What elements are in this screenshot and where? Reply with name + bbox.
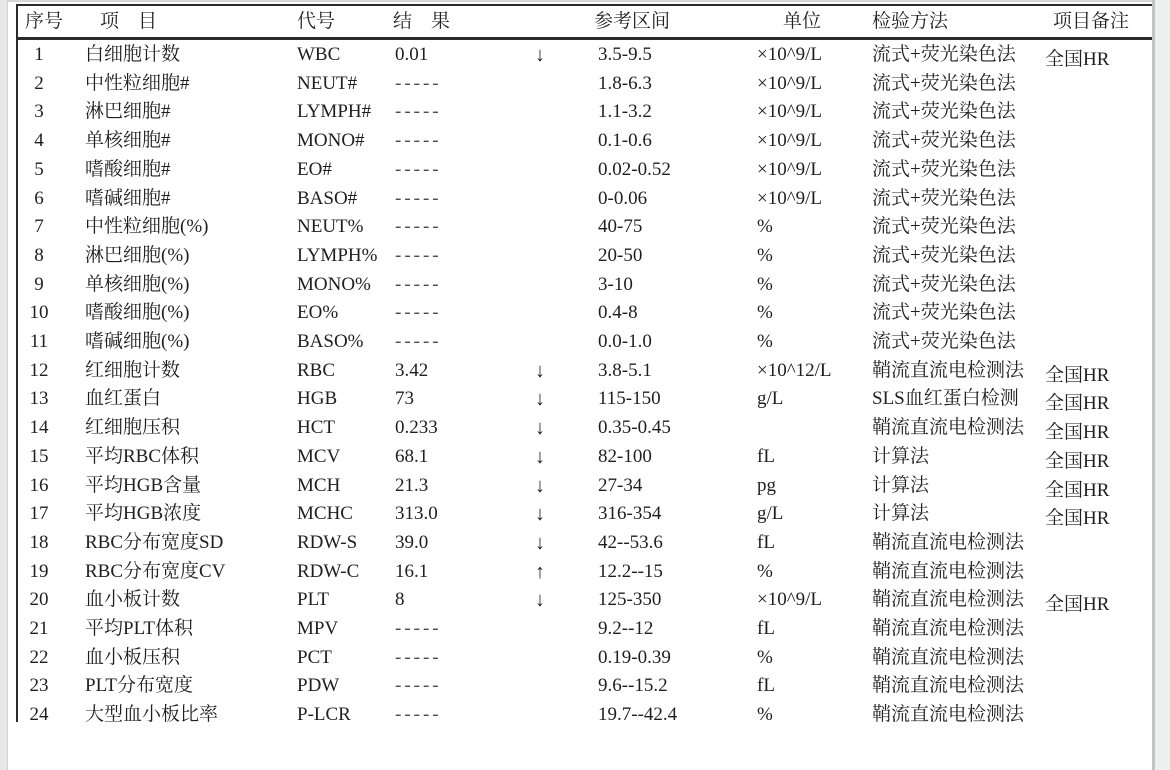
- row-code: LYMPH%: [297, 244, 378, 266]
- row-reference-range: 125-350: [598, 589, 662, 611]
- row-flag-arrow-icon: ↓: [535, 359, 545, 382]
- row-method: 计算法: [872, 474, 930, 496]
- row-reference-range: 115-150: [598, 388, 661, 410]
- table-row: [0, 385, 1170, 414]
- table-row: [0, 529, 1170, 558]
- row-remark: 全国HR: [1045, 49, 1110, 70]
- row-seq: 3: [34, 101, 44, 123]
- row-flag-arrow-icon: ↓: [535, 44, 545, 66]
- table-row: [0, 701, 1170, 730]
- row-reference-range: 0.19-0.39: [598, 646, 671, 668]
- row-method: 流式+荧光染色法: [872, 130, 1016, 152]
- row-reference-range: 0.02-0.52: [598, 158, 671, 180]
- row-method: 流式+荧光染色法: [872, 244, 1016, 266]
- row-result: 21.3: [395, 474, 429, 496]
- row-code: BASO#: [297, 187, 358, 209]
- row-flag-arrow-icon: ↓: [535, 531, 545, 554]
- row-method: 流式+荧光染色法: [872, 216, 1016, 238]
- row-unit: %: [757, 560, 773, 582]
- row-method: 鞘流直流电检测法: [872, 704, 1025, 726]
- row-seq: 7: [34, 216, 44, 238]
- row-result: -----: [395, 302, 442, 324]
- row-code: RDW-S: [297, 531, 358, 553]
- row-seq: 12: [29, 359, 49, 381]
- table-body: [0, 41, 1170, 730]
- row-item-name: 单核细胞#: [85, 130, 171, 152]
- row-remark: 全国HR: [1045, 508, 1110, 530]
- table-row: [0, 185, 1170, 214]
- row-result: -----: [395, 187, 442, 209]
- row-unit: ×10^9/L: [757, 589, 823, 611]
- row-seq: 23: [29, 675, 49, 697]
- row-method: 鞘流直流电检测法: [872, 359, 1025, 381]
- row-unit: %: [757, 244, 773, 266]
- row-seq: 24: [29, 704, 49, 726]
- table-row: [0, 672, 1170, 701]
- row-seq: 4: [34, 130, 44, 152]
- row-item-name: 平均HGB含量: [85, 474, 202, 496]
- row-result: 73: [395, 388, 414, 410]
- row-result: 39.0: [395, 531, 429, 553]
- row-seq: 15: [29, 445, 49, 467]
- row-reference-range: 42--53.6: [598, 531, 663, 553]
- row-reference-range: 27-34: [598, 474, 643, 496]
- row-flag-arrow-icon: ↓: [535, 589, 545, 612]
- row-unit: fL: [757, 618, 775, 640]
- table-row: [0, 357, 1170, 386]
- row-seq: 5: [34, 158, 44, 180]
- row-code: RDW-C: [297, 560, 360, 582]
- row-result: -----: [395, 130, 442, 152]
- row-item-name: 血小板计数: [85, 589, 181, 611]
- row-remark: 全国HR: [1045, 393, 1110, 415]
- row-seq: 11: [29, 331, 49, 353]
- table-row: [0, 414, 1170, 443]
- row-reference-range: 3.5-9.5: [598, 44, 652, 65]
- row-seq: 21: [29, 618, 49, 640]
- row-result: 0.233: [395, 417, 438, 439]
- row-unit: ×10^9/L: [757, 101, 823, 123]
- row-code: EO%: [297, 302, 339, 324]
- table-row: [0, 213, 1170, 242]
- row-result: 3.42: [395, 359, 429, 381]
- row-reference-range: 0.0-1.0: [598, 331, 652, 353]
- row-item-name: 中性粒细胞(%): [85, 216, 209, 238]
- row-reference-range: 0.35-0.45: [598, 417, 671, 439]
- row-method: 鞘流直流电检测法: [872, 646, 1025, 668]
- row-flag-arrow-icon: ↑: [535, 560, 545, 583]
- row-item-name: 红细胞计数: [85, 359, 181, 381]
- row-item-name: 平均HGB浓度: [85, 503, 202, 525]
- row-seq: 14: [29, 417, 49, 439]
- table-row: [0, 242, 1170, 271]
- row-remark: 全国HR: [1045, 479, 1110, 501]
- header-seq: 序号: [25, 11, 64, 32]
- row-result: -----: [395, 704, 442, 726]
- row-reference-range: 316-354: [598, 503, 662, 525]
- row-unit: pg: [757, 474, 776, 496]
- header-reference: 参考区间: [594, 11, 671, 32]
- row-method: 流式+荧光染色法: [872, 187, 1016, 209]
- row-flag-arrow-icon: ↓: [535, 388, 545, 411]
- row-method: 鞘流直流电检测法: [872, 675, 1025, 697]
- row-unit: %: [757, 302, 773, 324]
- table-row: [0, 98, 1170, 127]
- table-row: [0, 70, 1170, 99]
- row-result: -----: [395, 331, 442, 353]
- row-unit: %: [757, 331, 773, 353]
- row-method: 鞘流直流电检测法: [872, 618, 1025, 640]
- row-result: -----: [395, 273, 442, 295]
- row-code: HGB: [297, 388, 338, 410]
- row-item-name: 嗜酸细胞(%): [85, 302, 190, 324]
- row-item-name: 平均RBC体积: [85, 445, 200, 467]
- row-result: -----: [395, 158, 442, 180]
- row-code: BASO%: [297, 331, 364, 353]
- row-reference-range: 40-75: [598, 216, 643, 238]
- row-item-name: 血小板压积: [85, 646, 181, 668]
- row-code: MCH: [297, 474, 341, 496]
- table-row: [0, 328, 1170, 357]
- row-method: 鞘流直流电检测法: [872, 560, 1025, 582]
- table-row: [0, 472, 1170, 501]
- row-item-name: 淋巴细胞(%): [85, 244, 190, 266]
- row-seq: 18: [29, 531, 49, 553]
- row-remark: 全国HR: [1045, 450, 1110, 472]
- row-result: -----: [395, 101, 442, 123]
- row-item-name: 嗜碱细胞#: [85, 187, 171, 209]
- row-method: 流式+荧光染色法: [872, 331, 1016, 353]
- row-seq: 8: [34, 244, 44, 266]
- row-code: MPV: [297, 618, 339, 640]
- row-code: MCHC: [297, 503, 353, 525]
- table-row: [0, 41, 1170, 70]
- row-code: EO#: [297, 158, 332, 180]
- row-item-name: 嗜酸细胞#: [85, 158, 171, 180]
- row-unit: ×10^9/L: [757, 44, 823, 65]
- row-result: 16.1: [395, 560, 429, 582]
- row-reference-range: 82-100: [598, 445, 652, 467]
- row-unit: fL: [757, 531, 775, 553]
- table-row: [0, 443, 1170, 472]
- table-header: [0, 6, 1170, 37]
- row-item-name: 单核细胞(%): [85, 273, 190, 295]
- row-unit: g/L: [757, 503, 784, 525]
- row-result: -----: [395, 675, 442, 697]
- row-method: SLS血红蛋白检测: [872, 388, 1019, 410]
- row-reference-range: 1.1-3.2: [598, 101, 652, 123]
- row-remark: 全国HR: [1045, 364, 1110, 386]
- table-row: [0, 299, 1170, 328]
- row-flag-arrow-icon: ↓: [535, 445, 545, 468]
- row-method: 流式+荧光染色法: [872, 302, 1016, 324]
- table-row: [0, 127, 1170, 156]
- row-unit: fL: [757, 675, 775, 697]
- header-method: 检验方法: [872, 11, 949, 32]
- row-item-name: RBC分布宽度CV: [85, 560, 226, 582]
- row-result: 8: [395, 589, 405, 611]
- row-item-name: 中性粒细胞#: [85, 72, 190, 94]
- row-result: 68.1: [395, 445, 429, 467]
- row-item-name: PLT分布宽度: [85, 675, 194, 697]
- table-row: [0, 644, 1170, 673]
- row-code: RBC: [297, 359, 336, 381]
- row-unit: g/L: [757, 388, 784, 410]
- row-seq: 16: [29, 474, 49, 496]
- header-code: 代号: [297, 11, 336, 32]
- row-reference-range: 9.6--15.2: [598, 675, 668, 697]
- row-seq: 10: [29, 302, 49, 324]
- row-unit: ×10^9/L: [757, 130, 823, 152]
- row-unit: %: [757, 704, 773, 726]
- table-row: [0, 558, 1170, 587]
- row-seq: 22: [29, 646, 49, 668]
- row-code: HCT: [297, 417, 335, 439]
- row-reference-range: 3.8-5.1: [598, 359, 652, 381]
- row-unit: ×10^9/L: [757, 72, 823, 94]
- row-item-name: 血红蛋白: [85, 388, 162, 410]
- row-unit: %: [757, 216, 773, 238]
- row-item-name: 红细胞压积: [85, 417, 181, 439]
- row-flag-arrow-icon: ↓: [535, 503, 545, 526]
- header-remark: 项目备注: [1053, 11, 1130, 32]
- row-reference-range: 0-0.06: [598, 187, 648, 209]
- row-unit: %: [757, 646, 773, 668]
- row-code: NEUT#: [297, 72, 358, 94]
- row-code: P-LCR: [297, 704, 351, 726]
- row-result: -----: [395, 72, 442, 94]
- row-method: 流式+荧光染色法: [872, 273, 1016, 295]
- header-item: 项 目: [100, 11, 158, 32]
- row-seq: 1: [34, 44, 44, 65]
- row-reference-range: 1.8-6.3: [598, 72, 652, 94]
- row-result: -----: [395, 646, 442, 668]
- row-reference-range: 0.4-8: [598, 302, 638, 324]
- row-item-name: 白细胞计数: [85, 44, 181, 65]
- table-row: [0, 586, 1170, 615]
- row-code: PCT: [297, 646, 332, 668]
- row-result: -----: [395, 216, 442, 238]
- row-seq: 17: [29, 503, 49, 525]
- row-seq: 13: [29, 388, 49, 410]
- row-unit: ×10^9/L: [757, 158, 823, 180]
- row-result: -----: [395, 618, 442, 640]
- row-item-name: 嗜碱细胞(%): [85, 331, 190, 353]
- row-seq: 6: [34, 187, 44, 209]
- row-flag-arrow-icon: ↓: [535, 417, 545, 440]
- table-row: [0, 500, 1170, 529]
- row-unit: ×10^12/L: [757, 359, 832, 381]
- row-result: 313.0: [395, 503, 438, 525]
- row-unit: ×10^9/L: [757, 187, 823, 209]
- row-code: MCV: [297, 445, 341, 467]
- row-method: 鞘流直流电检测法: [872, 417, 1025, 439]
- row-method: 计算法: [872, 503, 930, 525]
- row-method: 流式+荧光染色法: [872, 44, 1016, 65]
- row-code: NEUT%: [297, 216, 364, 238]
- row-item-name: 淋巴细胞#: [85, 101, 171, 123]
- row-code: LYMPH#: [297, 101, 372, 123]
- row-method: 计算法: [872, 445, 930, 467]
- row-item-name: RBC分布宽度SD: [85, 531, 224, 553]
- row-reference-range: 0.1-0.6: [598, 130, 652, 152]
- row-code: MONO%: [297, 273, 371, 295]
- row-reference-range: 3-10: [598, 273, 633, 295]
- table-header-rule: [16, 37, 1152, 40]
- row-reference-range: 19.7--42.4: [598, 704, 678, 726]
- row-result: -----: [395, 244, 442, 266]
- row-seq: 20: [29, 589, 49, 611]
- row-remark: 全国HR: [1045, 594, 1110, 616]
- row-method: 流式+荧光染色法: [872, 158, 1016, 180]
- row-seq: 9: [34, 273, 44, 295]
- table-row: [0, 156, 1170, 185]
- row-unit: fL: [757, 445, 775, 467]
- row-code: PDW: [297, 675, 340, 697]
- header-unit: 单位: [783, 11, 822, 32]
- top-hairline-divider: [0, 0, 1170, 2]
- row-item-name: 平均PLT体积: [85, 618, 194, 640]
- row-code: PLT: [297, 589, 330, 611]
- row-code: WBC: [297, 44, 341, 65]
- row-method: 鞘流直流电检测法: [872, 589, 1025, 611]
- row-reference-range: 12.2--15: [598, 560, 663, 582]
- row-method: 流式+荧光染色法: [872, 72, 1016, 94]
- row-unit: %: [757, 273, 773, 295]
- row-seq: 2: [34, 72, 44, 94]
- header-result: 结 果: [393, 11, 451, 32]
- table-row: [0, 271, 1170, 300]
- row-result: 0.01: [395, 44, 429, 65]
- row-remark: 全国HR: [1045, 422, 1110, 444]
- row-method: 鞘流直流电检测法: [872, 531, 1025, 553]
- row-flag-arrow-icon: ↓: [535, 474, 545, 497]
- row-code: MONO#: [297, 130, 365, 152]
- table-row: [0, 615, 1170, 644]
- row-seq: 19: [29, 560, 49, 582]
- row-reference-range: 20-50: [598, 244, 643, 266]
- row-method: 流式+荧光染色法: [872, 101, 1016, 123]
- row-item-name: 大型血小板比率: [85, 704, 219, 726]
- row-reference-range: 9.2--12: [598, 618, 654, 640]
